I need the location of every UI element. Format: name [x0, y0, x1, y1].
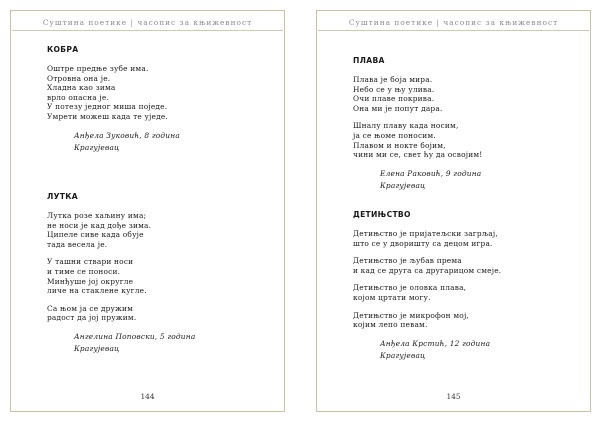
author-block: [47, 331, 195, 355]
stanza: [47, 64, 180, 122]
right-page: [316, 10, 591, 412]
poem-line: којим лепо певам.: [353, 320, 428, 330]
stanza: [353, 311, 501, 330]
stanza: [353, 75, 482, 113]
poem-line: Плава је боја мира.: [353, 75, 433, 84]
stanza: [47, 211, 195, 249]
page-number: 144: [140, 392, 155, 401]
poem-line: ја се њоме поносим.: [353, 130, 436, 140]
stanza: [353, 283, 501, 302]
poem-line: Минђуше јој округле: [47, 276, 134, 286]
poem-line: Детињство је оловка плава,: [353, 283, 467, 293]
poem-line: Детињство је љубав према: [353, 256, 462, 266]
poem-lutka: [47, 191, 195, 355]
author-name: Елена Раковић, 9 година: [380, 168, 482, 178]
poem-title: ПЛАВА: [353, 56, 385, 65]
running-head: Суштина поетике | часопис за књижевност: [348, 18, 559, 27]
stanza: [47, 257, 195, 295]
poem-line: Ципеле сиве када обује: [47, 230, 144, 240]
stanza: [353, 256, 501, 275]
author-block: [353, 338, 501, 362]
author-city: Крагујевац: [74, 142, 120, 152]
poem-title: ДЕТИЊСТВО: [353, 210, 411, 219]
poem-line: што се у дворишту са децом игра.: [353, 238, 493, 248]
poem-line: Хладна као зима: [47, 83, 116, 93]
author-city: Крагујевац: [74, 343, 120, 353]
header-rule: [318, 30, 589, 31]
poem-line: У ташни ствари носи: [47, 257, 134, 267]
poem-line: У потезу једног миша поједе.: [47, 102, 168, 112]
author-city: Крагујевац: [380, 180, 426, 190]
author-block: [353, 168, 482, 192]
poem-line: и кад се друга са другарицом смеје.: [353, 265, 502, 275]
author-name: Анђела Зуковић, 8 година: [74, 130, 180, 140]
stanza: [47, 304, 195, 323]
poem-line: Детињство је пријатељски загрљај,: [353, 229, 498, 238]
poem-line: Са њом ја се дружим: [47, 303, 134, 313]
poem-line: радост да јој пружим.: [47, 313, 137, 323]
poem-line: Плавом и нокте бојим,: [353, 140, 446, 150]
poem-line: Детињство је микрофон мој,: [353, 310, 469, 320]
poem-title: КОБРА: [47, 45, 79, 54]
poem-line: чини ми се, свет ћу да освојим!: [353, 150, 483, 160]
poem-line: тада весела је.: [47, 239, 108, 249]
poem-line: и тиме се поноси.: [47, 266, 121, 276]
stanza: [353, 121, 482, 159]
poem-line: Оштре предње зубе има.: [47, 64, 149, 73]
poem-line: Отровна она је.: [47, 73, 111, 83]
poem-kobra: [47, 44, 180, 154]
poem-line: којом цртати могу.: [353, 292, 431, 302]
author-name: Ангелина Поповски, 5 година: [74, 331, 196, 341]
poem-line: Небо се у њу улива.: [353, 84, 435, 94]
poem-line: Очи плаве покрива.: [353, 94, 435, 104]
author-name: Анђела Крстић, 12 година: [380, 338, 491, 348]
poem-line: Она ми је попут дара.: [353, 103, 443, 113]
author-city: Крагујевац: [380, 350, 426, 360]
poem-line: Шналу плаву када носим,: [353, 121, 459, 131]
poem-line: личе на стаклене кугле.: [47, 286, 147, 296]
left-page: [10, 10, 285, 412]
header-rule: [12, 30, 283, 31]
poem-title: ЛУТКА: [47, 192, 78, 201]
page-number: 145: [446, 392, 461, 401]
poem-line: врло опасна је.: [47, 92, 110, 102]
poem-line: Лутка розе хаљину има;: [47, 211, 147, 220]
running-head: Суштина поетике | часопис за књижевност: [42, 18, 253, 27]
author-block: [47, 130, 180, 154]
poem-plava: [353, 55, 482, 192]
stanza: [353, 229, 501, 248]
poem-line: Умрети можеш када те уједе.: [47, 111, 168, 121]
poem-detinjstvo: [353, 209, 501, 362]
poem-line: не носи је кад дође зима.: [47, 220, 152, 230]
